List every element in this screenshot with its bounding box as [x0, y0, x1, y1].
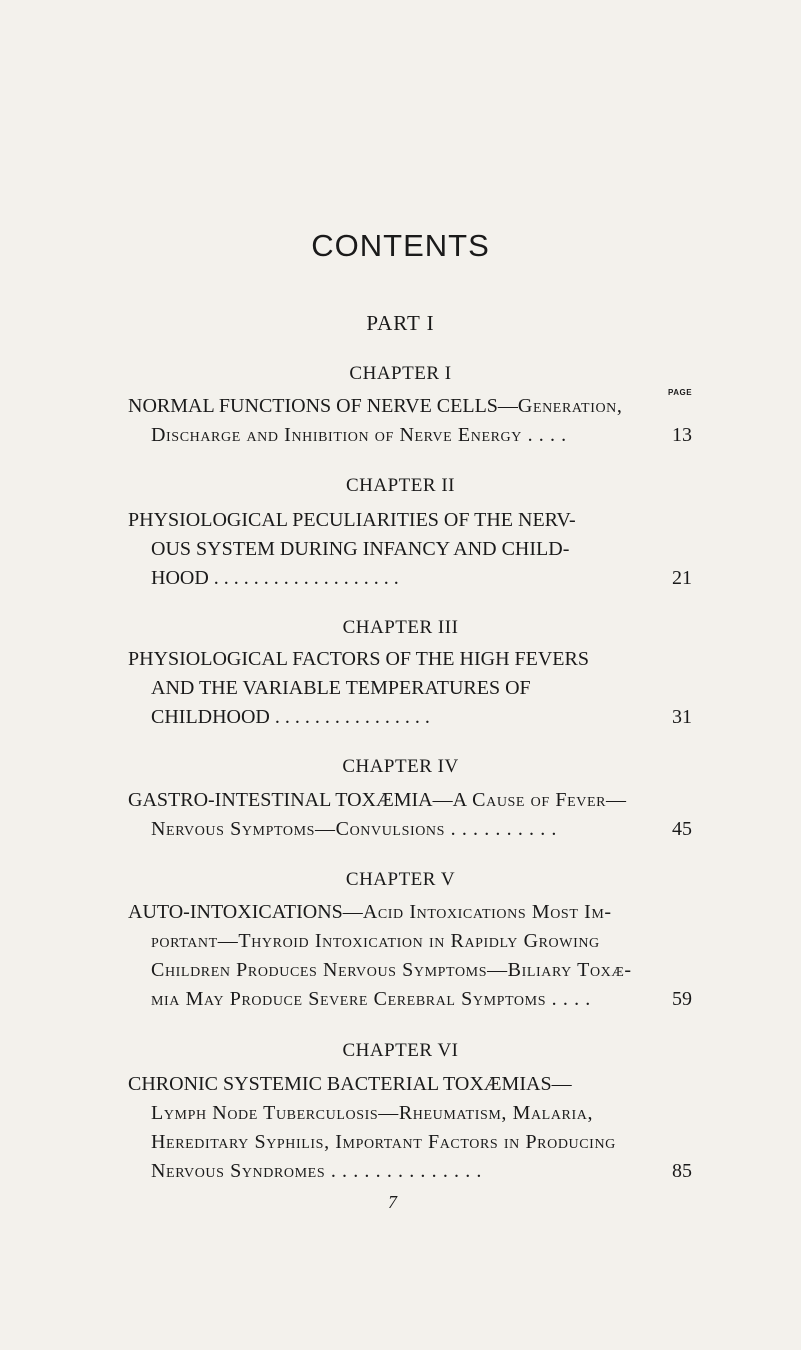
entry-line: Hereditary Syphilis, Important Factors in Producing: [151, 1131, 616, 1153]
entry-line: Discharge and Inhibition of Nerve Energy . . . .: [151, 424, 567, 446]
page-number: 31: [672, 706, 692, 728]
page-number: 59: [672, 988, 692, 1010]
entry-line: PHYSIOLOGICAL FACTORS OF THE HIGH FEVERS: [128, 648, 589, 670]
page-number: 85: [672, 1160, 692, 1182]
page-title: CONTENTS: [311, 228, 490, 263]
entry-line: Children Produces Nervous Symptoms—Biliary Toxæ-: [151, 959, 632, 981]
chapter-entry: [128, 898, 692, 1014]
entry-line: GASTRO-INTESTINAL TOXÆMIA—A Cause of Fever—: [128, 789, 627, 811]
entry-line: mia May Produce Severe Cerebral Symptoms . . . .: [151, 988, 591, 1010]
entry-line: NORMAL FUNCTIONS OF NERVE CELLS—Generation,: [128, 395, 623, 417]
page-number: 21: [672, 567, 692, 589]
chapter-entry: [128, 506, 692, 593]
chapter-heading: CHAPTER III: [342, 617, 459, 638]
chapter-entry: [128, 645, 692, 732]
page-column-label: PAGE: [668, 388, 693, 397]
entry-line: portant—Thyroid Intoxication in Rapidly Growing: [151, 930, 600, 952]
entry-line: CHILDHOOD . . . . . . . . . . . . . . . .: [151, 706, 430, 728]
page-number: 45: [672, 818, 692, 840]
part-heading: PART I: [366, 311, 435, 335]
folio-page-number: 7: [388, 1192, 397, 1212]
chapter-heading: CHAPTER II: [346, 475, 455, 496]
entry-line: OUS SYSTEM DURING INFANCY AND CHILD-: [151, 538, 570, 560]
chapter-entry: [128, 786, 692, 844]
entry-line: Lymph Node Tuberculosis—Rheumatism, Malaria,: [151, 1102, 594, 1124]
entry-line: HOOD . . . . . . . . . . . . . . . . . . .: [151, 567, 399, 589]
entry-line: AND THE VARIABLE TEMPERATURES OF: [151, 677, 531, 699]
entry-line: AUTO-INTOXICATIONS—Acid Intoxications Most Im-: [128, 901, 612, 923]
entry-line: Nervous Symptoms—Convulsions . . . . . . . . . .: [151, 818, 558, 840]
entry-line: Nervous Syndromes . . . . . . . . . . . . . .: [151, 1160, 483, 1182]
chapter-heading: CHAPTER V: [345, 869, 456, 890]
chapter-heading: CHAPTER VI: [342, 1040, 459, 1061]
entry-line: CHRONIC SYSTEMIC BACTERIAL TOXÆMIAS—: [128, 1073, 572, 1095]
chapter-heading: CHAPTER I: [349, 363, 452, 384]
page-number: 13: [672, 424, 692, 446]
entry-line: PHYSIOLOGICAL PECULIARITIES OF THE NERV-: [128, 509, 576, 531]
chapter-heading: CHAPTER IV: [342, 756, 459, 777]
chapter-entry: [128, 1070, 692, 1186]
